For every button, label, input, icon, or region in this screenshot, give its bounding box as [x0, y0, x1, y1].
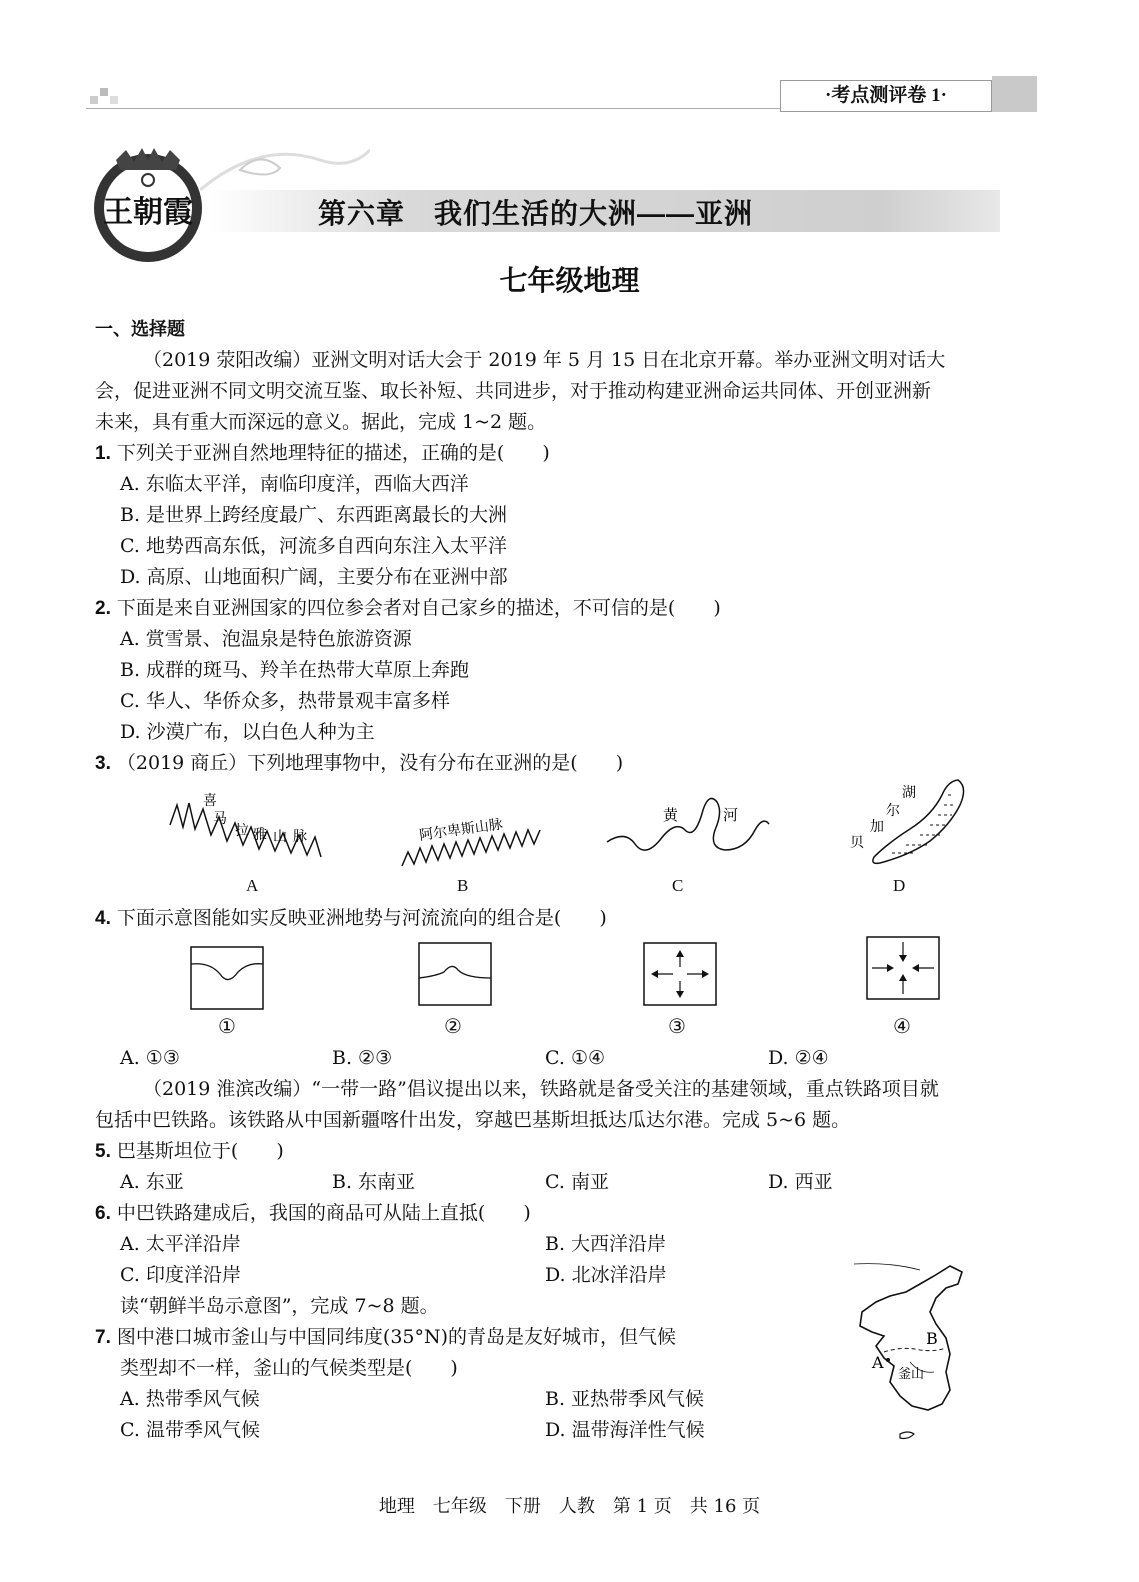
option: D. 温带海洋性气候 — [545, 1419, 705, 1441]
question-stem: 巴基斯坦位于( ) — [116, 1140, 284, 1162]
fig-text: 马 — [213, 811, 227, 827]
intro-line: 会，促进亚洲不同文明交流互鉴、取长补短、共同进步，对于推动构建亚洲命运共同体、开创亚洲新 — [95, 380, 932, 402]
question-stem: 图中港口城市釜山与中国同纬度(35°N)的青岛是友好城市，但气候 — [116, 1326, 677, 1348]
option: D. 西亚 — [768, 1171, 833, 1193]
terrain-diagram-2 — [418, 942, 492, 1006]
option: A. 太平洋沿岸 — [120, 1233, 241, 1255]
fig-text: 加 — [870, 819, 884, 835]
option: B. ②③ — [332, 1047, 393, 1069]
map-label-a: A — [872, 1353, 884, 1372]
fig-text: 贝 — [850, 835, 864, 851]
fig-text: 湖 — [902, 785, 916, 801]
terrain-diagram-1 — [190, 946, 264, 1010]
intro-line: （2019 淮滨改编）“一带一路”倡议提出以来，铁路就是备受关注的基建领域，重点铁路项目就 — [143, 1078, 939, 1100]
arrows-out-diagram — [643, 942, 717, 1006]
option: D. ②④ — [768, 1047, 829, 1069]
question-number: 2. — [95, 598, 111, 619]
question-2 — [95, 596, 721, 621]
option: C. 温带季风气候 — [120, 1419, 260, 1441]
option: A. 东临太平洋，南临印度洋，西临大西洋 — [120, 473, 469, 495]
option: C. ①④ — [545, 1047, 606, 1069]
option: B. 大西洋沿岸 — [545, 1233, 667, 1255]
header-gray-block — [992, 76, 1037, 112]
question-stem: 中巴铁路建成后，我国的商品可从陆上直抵( ) — [116, 1202, 531, 1224]
yellow-river-figure — [605, 790, 775, 865]
option: A. 赏雪景、泡温泉是特色旅游资源 — [120, 628, 412, 650]
question-1 — [95, 441, 550, 466]
intro-line: 未来，具有重大而深远的意义。据此，完成 1~2 题。 — [95, 411, 547, 433]
corner-decoration — [90, 88, 120, 110]
lake-baikal-figure — [840, 775, 970, 870]
question-number: 1. — [95, 443, 111, 464]
option: A. ①③ — [120, 1047, 180, 1069]
option: B. 东南亚 — [332, 1171, 416, 1193]
intro-line: 读“朝鲜半岛示意图”，完成 7~8 题。 — [120, 1295, 439, 1317]
logo-emblem-icon — [86, 140, 211, 265]
fig-text: 脉 — [293, 829, 307, 845]
question-number: 3. — [95, 753, 111, 774]
logo-name: 王朝霞 — [103, 195, 193, 230]
chapter-title: 第六章 我们生活的大洲——亚洲 — [318, 198, 754, 229]
question-3 — [95, 751, 623, 776]
intro-line: 包括中巴铁路。该铁路从中国新疆喀什出发，穿越巴基斯坦抵达瓜达尔港。完成 5~6 题。 — [95, 1109, 851, 1131]
fig-text: 雅 — [253, 827, 267, 843]
option: C. 地势西高东低，河流多自西向东注入太平洋 — [120, 535, 507, 557]
figure-label: ③ — [668, 1016, 686, 1038]
question-7 — [95, 1325, 676, 1350]
figure-label: ② — [444, 1016, 462, 1038]
page-footer: 地理 七年级 下册 人教 第 1 页 共 16 页 — [378, 1496, 761, 1517]
alps-figure — [400, 800, 550, 870]
figure-label: ④ — [893, 1016, 911, 1038]
figure-label: D — [893, 876, 906, 895]
figure-label: B — [457, 876, 469, 895]
figure-label: ① — [218, 1016, 236, 1038]
question-number: 5. — [95, 1141, 111, 1162]
figure-label: C — [672, 876, 684, 895]
fig-text: 喜 — [203, 793, 217, 809]
map-label-busan: 釜山 — [898, 1367, 925, 1382]
question-stem: 下面是来自亚洲国家的四位参会者对自己家乡的描述，不可信的是( ) — [116, 597, 721, 619]
fig-text: 拉 — [235, 823, 249, 839]
subject-title: 七年级地理 — [499, 265, 640, 296]
option: C. 华人、华侨众多，热带景观丰富多样 — [120, 690, 450, 712]
korean-peninsula-map — [850, 1262, 968, 1447]
publisher-logo — [86, 140, 211, 265]
fig-text: 黄 — [663, 806, 679, 824]
question-stem: 下面示意图能如实反映亚洲地势与河流流向的组合是( ) — [116, 907, 607, 929]
question-stem-cont: 类型却不一样，釜山的气候类型是( ) — [120, 1357, 458, 1379]
option: D. 北冰洋沿岸 — [545, 1264, 667, 1286]
fig-text: 尔 — [886, 803, 900, 819]
option: C. 南亚 — [545, 1171, 609, 1193]
option: D. 高原、山地面积广阔，主要分布在亚洲中部 — [120, 566, 508, 588]
option: B. 成群的斑马、羚羊在热带大草原上奔跑 — [120, 659, 470, 681]
arrows-in-diagram — [866, 936, 940, 1000]
himalaya-figure — [165, 785, 325, 865]
question-number: 7. — [95, 1327, 111, 1348]
figure-label: A — [246, 876, 259, 895]
fig-text: 河 — [723, 806, 739, 824]
question-stem: 下列关于亚洲自然地理特征的描述，正确的是( ) — [116, 442, 550, 464]
intro-line: （2019 荥阳改编）亚洲文明对话大会于 2019 年 5 月 15 日在北京开幕。举办亚洲文明对话大 — [143, 349, 946, 371]
option: C. 印度洋沿岸 — [120, 1264, 241, 1286]
section-heading: 一、选择题 — [95, 319, 185, 339]
question-number: 4. — [95, 908, 111, 929]
option: B. 是世界上跨经度最广、东西距离最长的大洲 — [120, 504, 508, 526]
question-4 — [95, 906, 607, 931]
option: A. 东亚 — [120, 1171, 184, 1193]
test-paper-tag: ·考点测评卷 1· — [780, 80, 992, 112]
fig-text: 山 — [273, 829, 287, 845]
question-6 — [95, 1201, 531, 1226]
question-5 — [95, 1139, 284, 1164]
option: B. 亚热带季风气候 — [545, 1388, 705, 1410]
question-number: 6. — [95, 1203, 111, 1224]
option: A. 热带季风气候 — [120, 1388, 260, 1410]
question-stem: （2019 商丘）下列地理事物中，没有分布在亚洲的是( ) — [116, 752, 624, 774]
map-label-b: B — [926, 1329, 938, 1348]
fig-text: 阿尔卑斯山脉 — [418, 816, 504, 844]
option: D. 沙漠广布，以白色人种为主 — [120, 721, 375, 743]
